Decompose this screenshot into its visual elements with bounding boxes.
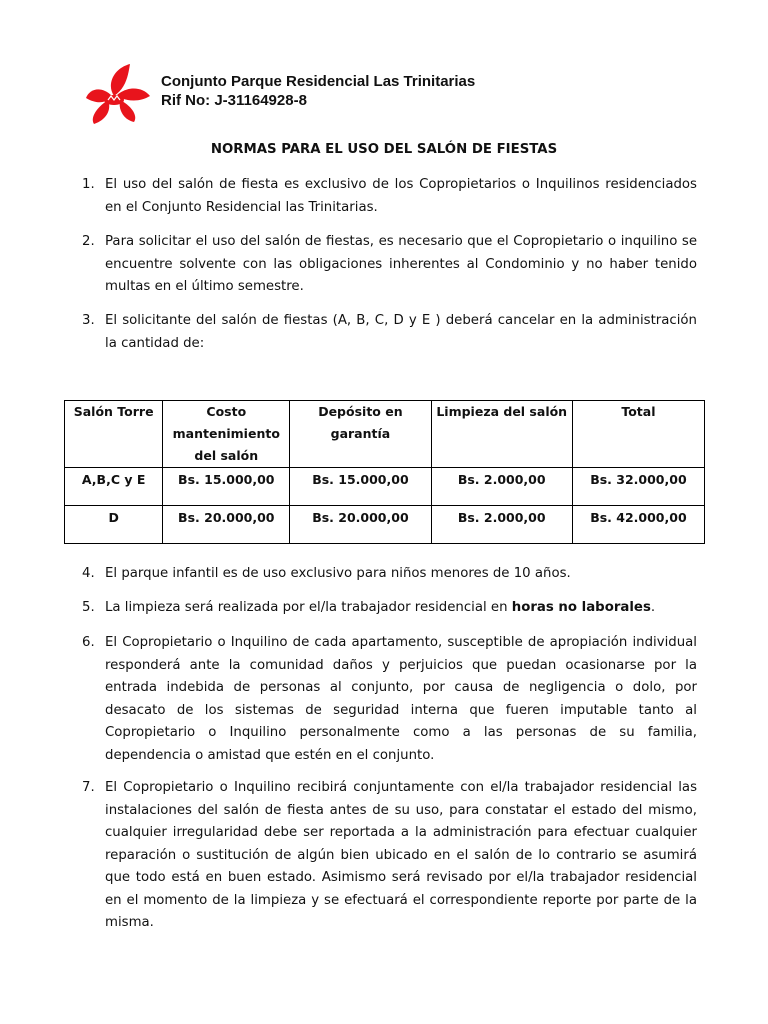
item-number: 3.	[82, 313, 95, 328]
list-item	[82, 563, 697, 586]
item-text-part: La limpieza será realizada por el/la trabajador residencial en	[105, 600, 512, 615]
list-item	[82, 310, 697, 355]
header-cell: Costo mantenimiento del salón	[163, 401, 290, 468]
table-cell: Bs. 20.000,00	[290, 506, 431, 544]
item-text: El parque infantil es de uso exclusivo para niños menores de 10 años.	[105, 566, 571, 581]
item-number: 4.	[82, 566, 95, 581]
header-cell: Salón Torre	[65, 401, 163, 468]
table-cell: A,B,C y E	[65, 468, 163, 506]
item-number: 6.	[82, 635, 95, 650]
item-number: 2.	[82, 234, 95, 249]
header-cell: Total	[572, 401, 704, 468]
table-cell: Bs. 32.000,00	[572, 468, 704, 506]
item-text-emphasis: horas no laborales	[511, 600, 651, 615]
list-item	[82, 597, 697, 620]
header-cell: Limpieza del salón	[431, 401, 572, 468]
item-text	[105, 597, 697, 620]
item-text: Para solicitar el uso del salón de fiestas, es necesario que el Copropietario o inquilino se encuentre solvente con las obligaciones inherentes al Condominio y no haber tenido multas en el último semestre.	[105, 234, 697, 294]
table-cell: Bs. 15.000,00	[163, 468, 290, 506]
item-text-part: .	[650, 600, 656, 615]
item-text: El Copropietario o Inquilino de cada apartamento, susceptible de apropiación individual responderá ante la comunidad daños y perjuicios que puedan ocasionarse por la entrada indebida de personas al conjunto, por causa de negligencia o dolo, por desacato de los sistemas de seguridad interna que fueren imputable tanto al Copropietario o Inquilino personalmente como a las personas de su familia, dependencia o amistad que estén en el conjunto.	[105, 635, 697, 763]
item-number: 1.	[82, 177, 95, 192]
fees-table	[64, 400, 705, 544]
item-text: El uso del salón de fiesta es exclusivo de los Copropietarios o Inquilinos residenciados en el Conjunto Residencial las Trinitarias.	[105, 177, 697, 215]
table-cell: Bs. 20.000,00	[163, 506, 290, 544]
list-item	[82, 777, 697, 935]
table-cell: D	[65, 506, 163, 544]
table-cell: Bs. 42.000,00	[572, 506, 704, 544]
table-row	[65, 506, 705, 544]
table-row	[65, 468, 705, 506]
item-text: El solicitante del salón de fiestas (A, B, C, D y E ) deberá cancelar en la administración la cantidad de:	[105, 313, 697, 351]
flower-logo-icon	[84, 62, 152, 124]
table-cell: Bs. 15.000,00	[290, 468, 431, 506]
list-item	[82, 231, 697, 299]
item-text: El Copropietario o Inquilino recibirá conjuntamente con el/la trabajador residencial las instalaciones del salón de fiesta antes de su uso, para constatar el estado del mismo, cualquier irregularidad debe ser reportada a la administración para efectuar cualquier reparación o sustitución de algún bien ubicado en el salón de lo contrario se asumirá que todo está en buen estado. Asimismo será revisado por el/la trabajador residencial en el momento de la limpieza y se efectuará el correspondiente reporte por parte de la misma.	[105, 780, 697, 930]
list-item	[82, 174, 697, 219]
letterhead	[161, 72, 475, 110]
list-item	[82, 632, 697, 767]
item-number: 5.	[82, 600, 95, 615]
organization-name: Conjunto Parque Residencial Las Trinitarias	[161, 73, 476, 90]
table-cell: Bs. 2.000,00	[431, 506, 572, 544]
header-cell: Depósito en garantía	[290, 401, 431, 468]
page-title: NORMAS PARA EL USO DEL SALÓN DE FIESTAS	[210, 142, 558, 157]
rif-number: Rif No: J-31164928-8	[161, 92, 307, 109]
table-header-row	[65, 401, 705, 468]
table-cell: Bs. 2.000,00	[431, 468, 572, 506]
item-number: 7.	[82, 780, 95, 795]
